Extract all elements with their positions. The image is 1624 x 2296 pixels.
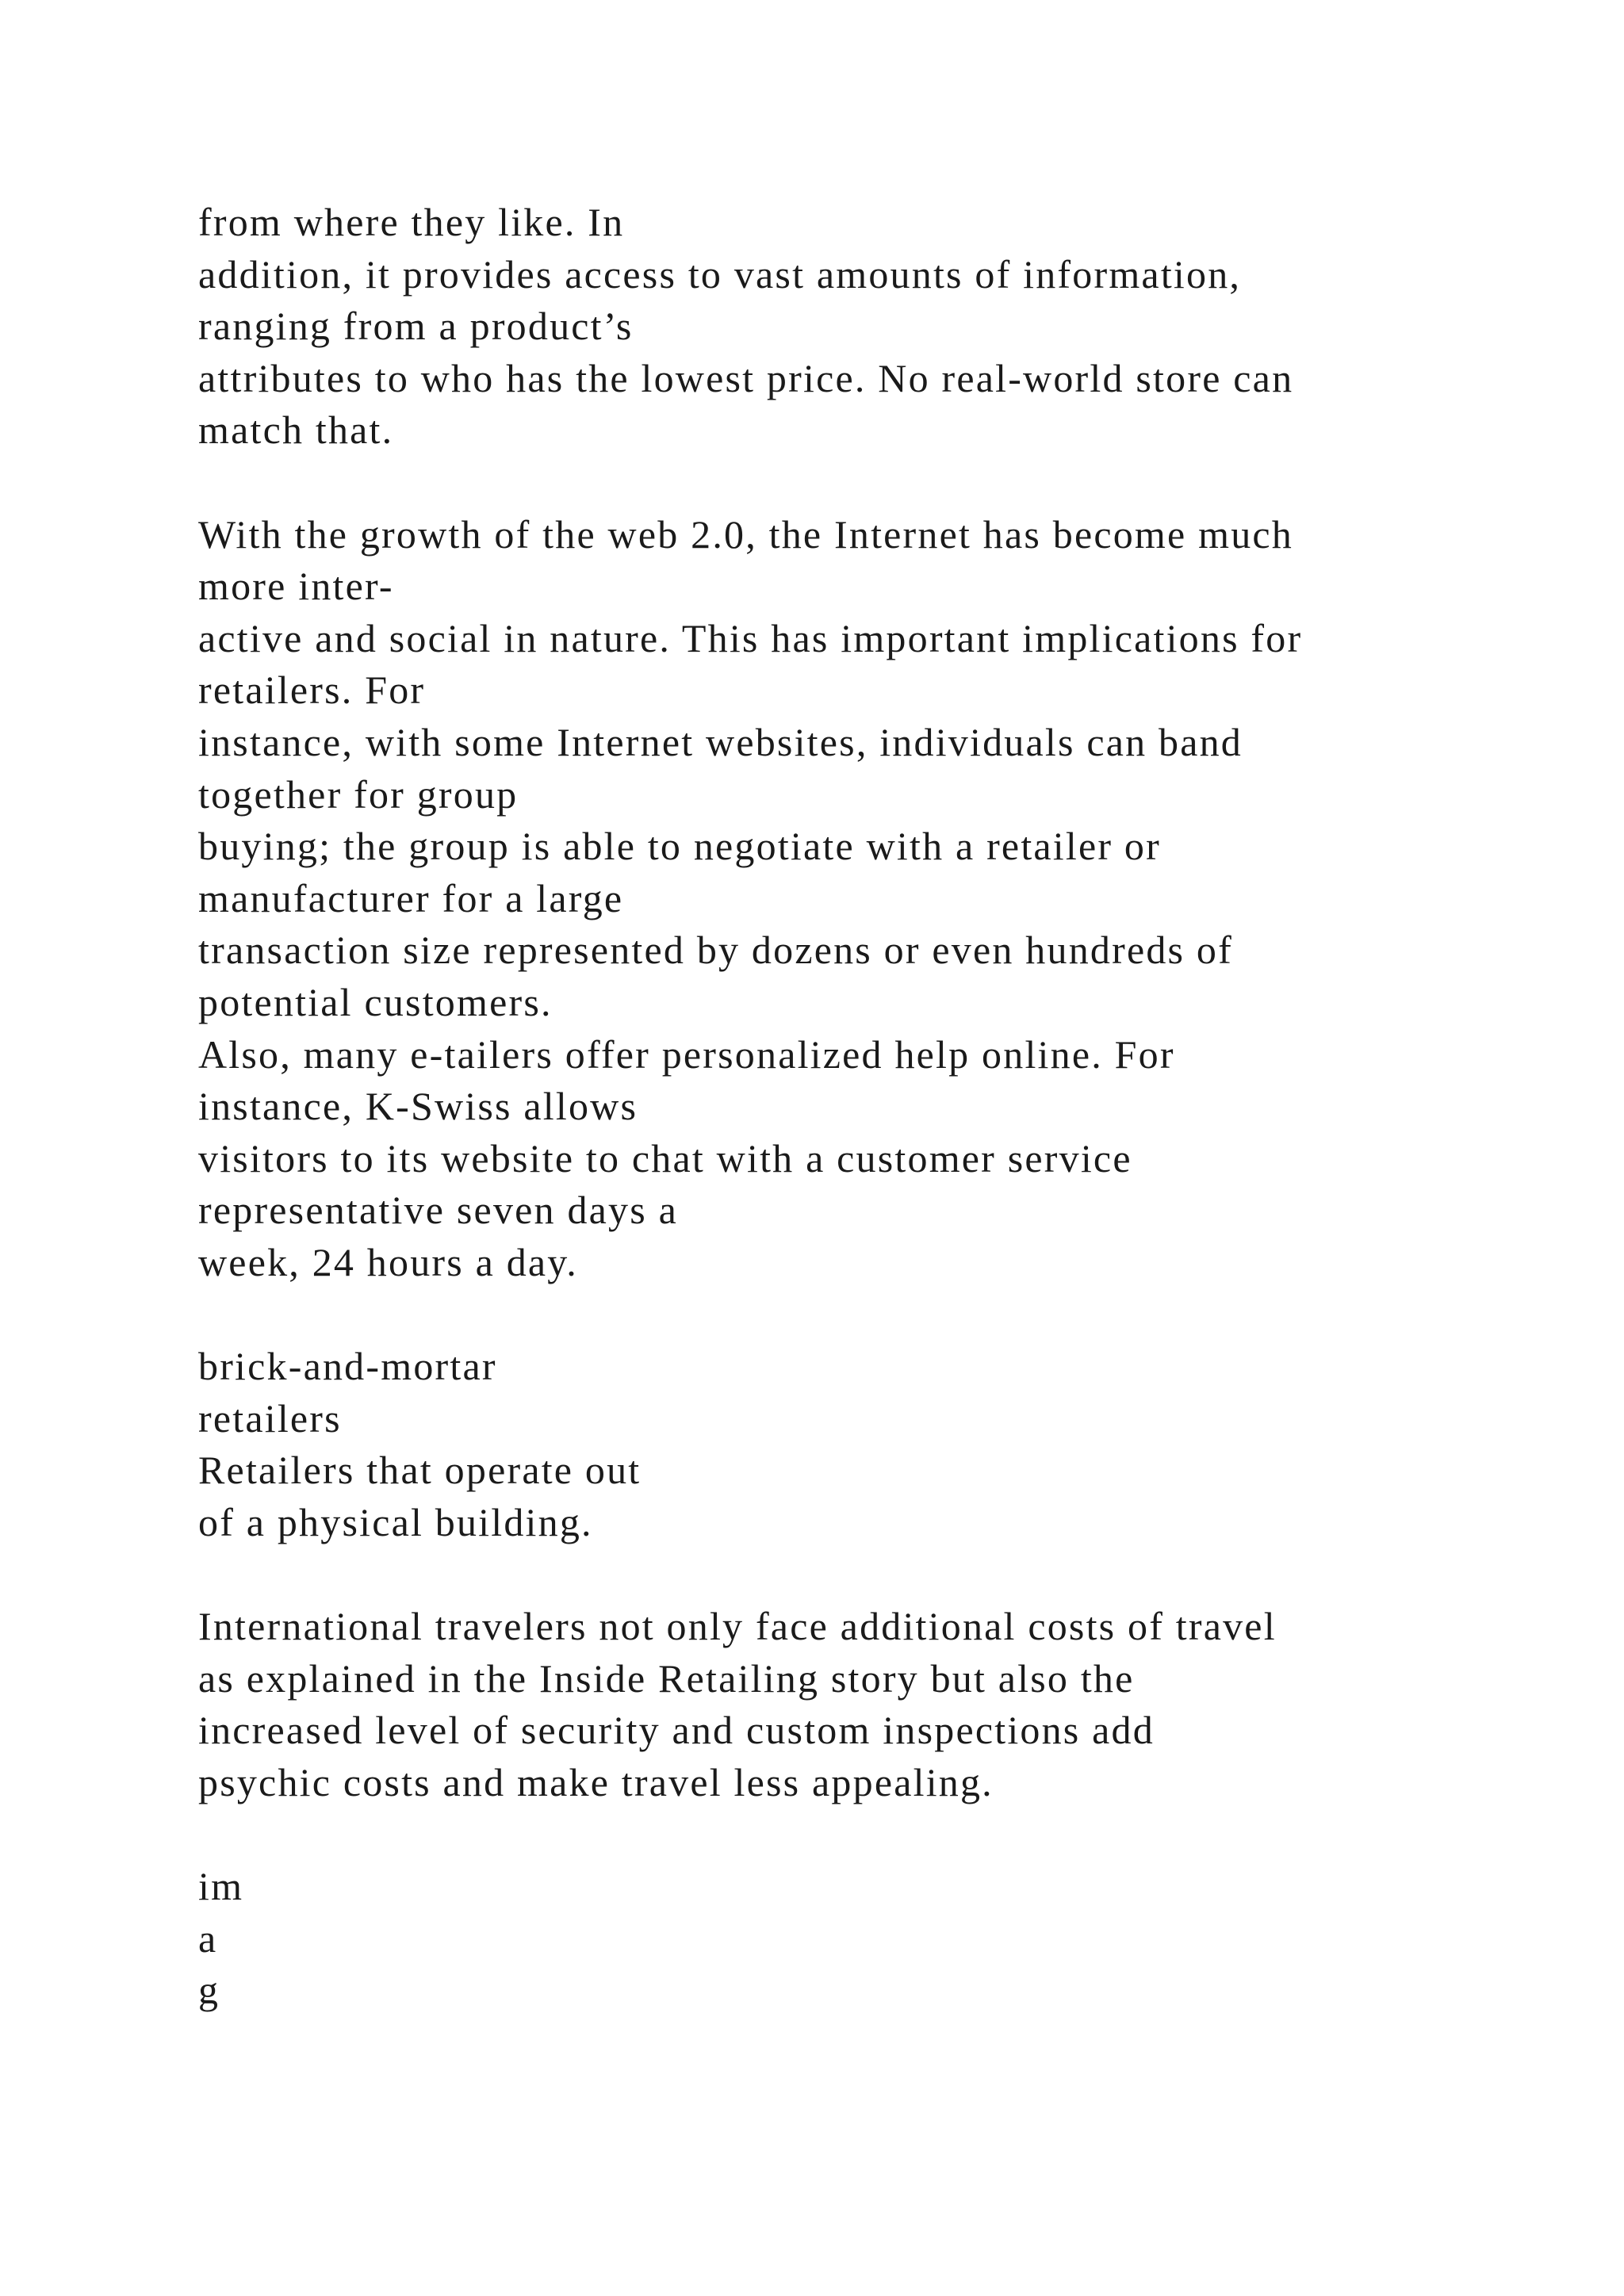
blank-line [198, 1288, 1499, 1341]
text-line: Also, many e-tailers offer personalized help online. For [198, 1031, 1175, 1077]
text-line: increased level of security and custom inspections add [198, 1708, 1155, 1753]
text-line: Retailers that operate out [198, 1448, 642, 1493]
text-line: together for group [198, 771, 519, 817]
text-line: brick-and-mortar [198, 1344, 497, 1389]
text-line: im [198, 1864, 244, 1908]
body-text [198, 197, 1499, 2017]
text-line: potential customers. [198, 979, 553, 1024]
text-line: retailers [198, 1395, 342, 1441]
text-line: retailers. For [198, 668, 426, 713]
text-line: more inter- [198, 564, 394, 609]
text-line: transaction size represented by dozens or even hundreds of [198, 928, 1233, 973]
text-line: instance, K-Swiss allows [198, 1084, 638, 1129]
text-line: instance, with some Internet websites, individuals can band [198, 719, 1243, 764]
text-line: a [198, 1915, 218, 1961]
text-line: visitors to its website to chat with a customer service [198, 1135, 1132, 1181]
text-line: g [198, 1968, 220, 2013]
text-line: psychic costs and make travel less appealing. [198, 1759, 994, 1804]
text-line: buying; the group is able to negotiate with a retailer or [198, 824, 1161, 869]
text-line: representative seven days a [198, 1188, 678, 1233]
text-line: International travelers not only face additional costs of travel [198, 1604, 1277, 1649]
text-line: match that. [198, 408, 394, 453]
text-line: week, 24 hours a day. [198, 1239, 578, 1284]
text-line: attributes to who has the lowest price. No real-world store can [198, 355, 1294, 400]
text-line: ranging from a product’s [198, 304, 634, 349]
blank-line [198, 1808, 1499, 1861]
text-line: active and social in nature. This has important implications for [198, 615, 1303, 660]
blank-line [198, 1548, 1499, 1601]
text-line: from where they like. In [198, 200, 625, 244]
blank-line [198, 457, 1499, 509]
text-line: manufacturer for a large [198, 875, 624, 920]
text-line: With the growth of the web 2.0, the Internet has become much [198, 511, 1293, 557]
text-line: addition, it provides access to vast amounts of information, [198, 251, 1242, 297]
text-line: as explained in the Inside Retailing story but also the [198, 1655, 1135, 1701]
text-line: of a physical building. [198, 1499, 593, 1544]
